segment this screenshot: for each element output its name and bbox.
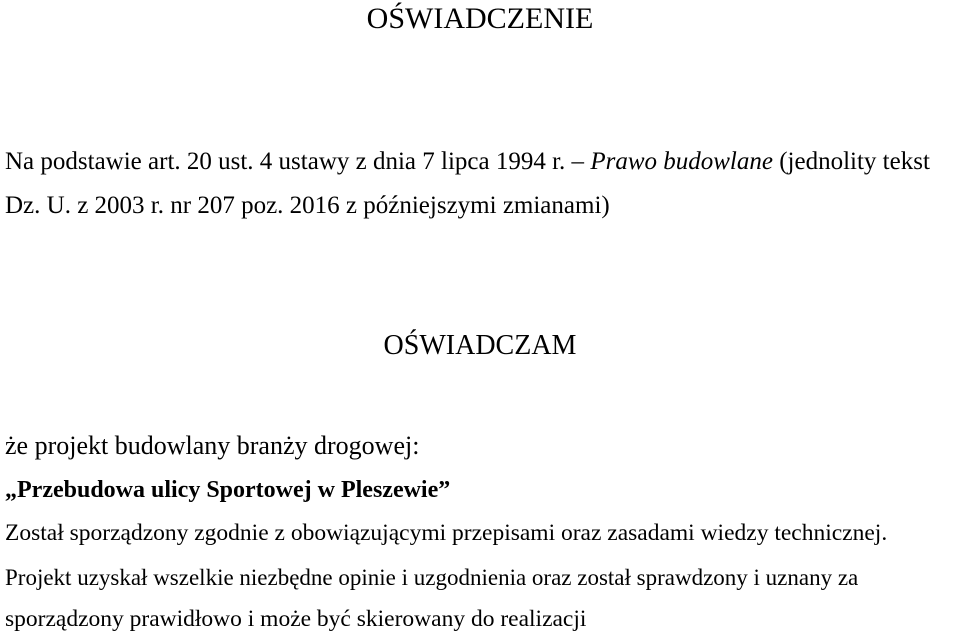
document-title: OŚWIADCZENIE (366, 2, 594, 35)
project-name: „Przebudowa ulicy Sportowej w Pleszewie” (5, 477, 451, 503)
body-line-3: Został sporządzony zgodnie z obowiązującymi przepisami oraz zasadami wiedzy technicznej. (5, 520, 888, 546)
law-name: Prawo budowlane (590, 148, 773, 175)
intro-text-start: Na podstawie art. 20 ust. 4 ustawy z dnia 7 lipca 1994 r. – (5, 148, 591, 175)
body-line-5: sporządzony prawidłowo i może być skierowany do realizacji (5, 606, 587, 632)
intro-line-1 (5, 147, 930, 177)
body-line-4: Projekt uzyskał wszelkie niezbędne opinie i uzgodnienia oraz został sprawdzony i uznany za (5, 565, 859, 590)
body-line-1: że projekt budowlany branży drogowej: (5, 431, 420, 460)
intro-text-end: (jednolity tekst (772, 148, 930, 175)
declare-heading: OŚWIADCZAM (383, 330, 577, 361)
intro-line-2: Dz. U. z 2003 r. nr 207 poz. 2016 z późniejszymi zmianami) (5, 192, 610, 219)
